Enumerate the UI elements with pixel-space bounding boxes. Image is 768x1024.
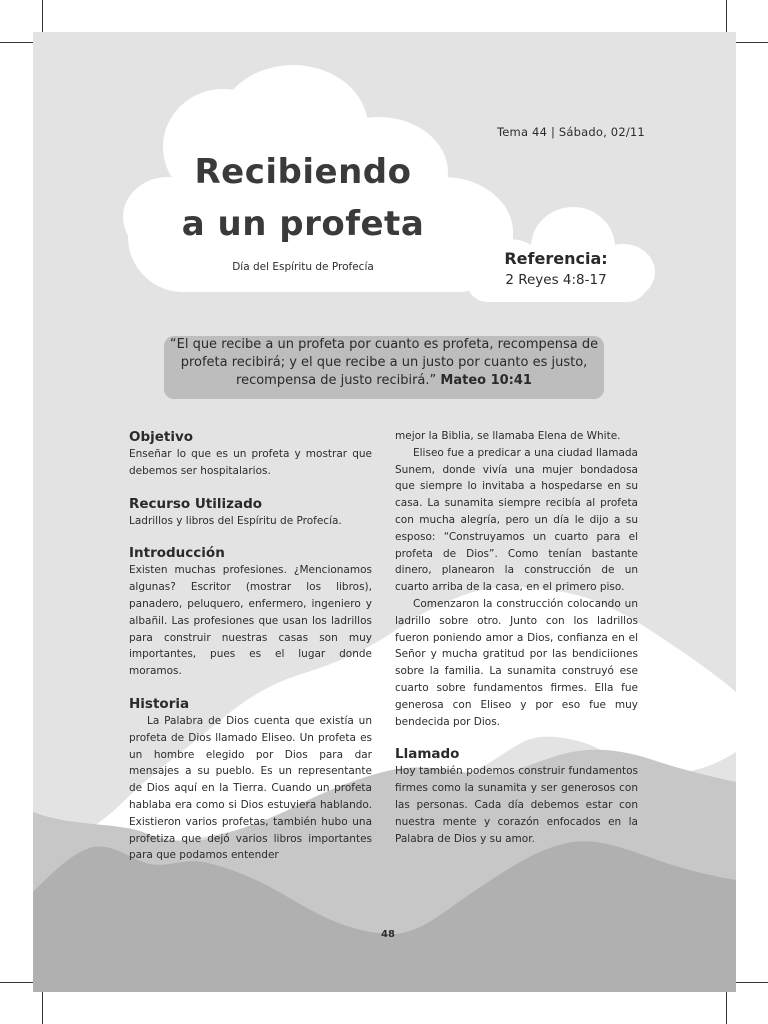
historia-paragraph-2: Eliseo fue a predicar a una ciudad llamada Sunem, donde vivía una mujer bondadosa que siempre lo invitaba a hospedarse en su casa. La sunamita siempre recibía al profeta con mucha alegría, pero un día le dijo a su esposo: “Construyamos un cuarto para el profeta de Dios”. Como tenían bastante dinero, planearon la construcción de un cuarto arriba de la casa, en el primero piso. [395, 446, 638, 594]
section-heading-llamado: Llamado [395, 746, 460, 763]
reference-label: Referencia: [504, 249, 608, 268]
quote-source: Mateo 10:41 [440, 373, 532, 388]
crop-mark [736, 982, 768, 983]
section-body-recurso: Ladrillos y libros del Espíritu de Profecía. [129, 514, 342, 527]
page-number: 48 [381, 929, 395, 940]
section-heading-recurso: Recurso Utilizado [129, 495, 263, 512]
lesson-meta: Tema 44 | Sábado, 02/11 [497, 125, 645, 139]
historia-paragraph-1: La Palabra de Dios cuenta que existía un profeta de Dios llamado Eliseo. Un profeta es un hombre elegido por Dios para dar mensajes a su pueblo. Es un representante de Dios aquí en la Tierra. Cuando un profeta hablaba era como si Dios estuviera hablando. Existieron varios profetas, también hubo una profetiza que dejó varios libros importantes para que podamos entender [129, 714, 372, 862]
crop-mark [42, 0, 43, 32]
section-heading-objetivo: Objetivo [129, 429, 194, 445]
historia-paragraph-3: Comenzaron la construcción colocando un ladrillo sobre otro. Junto con los ladrillos fueron poniendo amor a Dios, confianza en el Señor y mucha gratitud por las bendiciiones sobre la familia. La sunamita construyó ese cuarto sobre fundamentos firmes. Ella fue generosa con Eliseo y por eso fue muy bendecida por Dios. [395, 597, 638, 728]
page-title-line-2: a un profeta [181, 204, 425, 244]
crop-mark [0, 982, 33, 983]
crop-mark [726, 992, 727, 1024]
section-body-introduccion: Existen muchas profesiones. ¿Mencionamos algunas? Escritor (mostrar los libros), panadero, peluquero, enfermero, ingeniero y albañil. Las profesiones que usan los ladrillos para construir nuestras casas son muy importantes, pues es el lugar donde moramos. [129, 564, 372, 678]
section-heading-historia: Historia [129, 695, 190, 712]
section-body-llamado: Hoy también podemos construir fundamentos firmes como la sunamita y ser generosos con las personas. Cada día debemos estar con nuestra mente y corazón enfocados en la Palabra de Dios y su amor. [395, 765, 638, 845]
page-subtitle: Día del Espíritu de Profecía [232, 261, 374, 273]
crop-mark [726, 0, 727, 32]
left-column [129, 428, 372, 864]
printed-page [33, 32, 736, 992]
historia-paragraph-1-continued: mejor la Biblia, se llamaba Elena de White. [395, 430, 621, 442]
bible-quote [164, 336, 604, 390]
crop-mark [42, 992, 43, 1024]
page-title-line-1: Recibiendo [194, 152, 412, 192]
reference-value: 2 Reyes 4:8-17 [505, 272, 607, 288]
crop-mark [0, 42, 33, 43]
crop-mark [736, 42, 768, 43]
quote-text: “El que recibe a un profeta por cuanto es profeta, recompensa de profeta recibirá; y el que recibe a un justo por cuanto es justo, recompensa de justo recibirá.” [169, 337, 599, 388]
section-heading-introduccion: Introducción [129, 545, 225, 562]
section-body-objetivo: Enseñar lo que es un profeta y mostrar que debemos ser hospitalarios. [129, 448, 372, 477]
right-column [395, 428, 638, 847]
